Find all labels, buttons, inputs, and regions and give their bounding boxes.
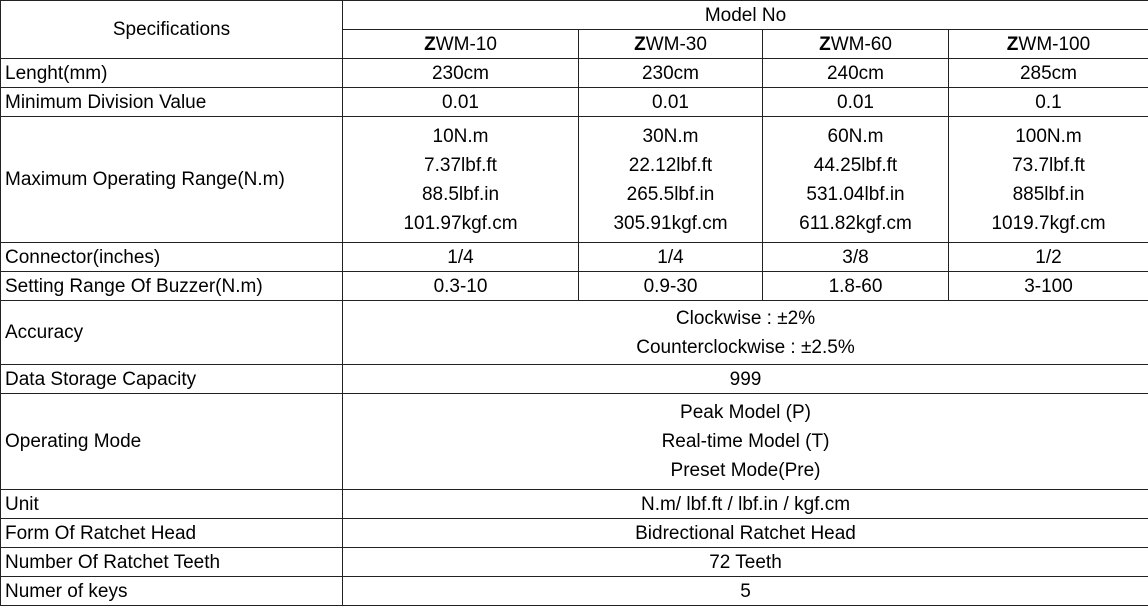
cell-line: Clockwise : ±2%: [675, 307, 816, 329]
table-cell: 72 Teeth: [343, 548, 1148, 577]
table-row: [1, 301, 1148, 365]
table-cell: 0.01: [343, 88, 579, 117]
cell-line: 100N.m: [1015, 125, 1082, 147]
model-name: WM-10: [435, 33, 497, 55]
table-cell: 1/2: [949, 243, 1148, 272]
model-prefix: Z: [1006, 33, 1019, 55]
row-label: Data Storage Capacity: [1, 365, 343, 394]
cell-line: 265.5lbf.in: [626, 183, 715, 205]
row-label: Maximum Operating Range(N.m): [1, 117, 343, 243]
table-cell: 999: [343, 365, 1148, 394]
table-cell: 1.8-60: [763, 272, 949, 301]
table-cell: N.m/ lbf.ft / lbf.in / kgf.cm: [343, 490, 1148, 519]
table-row: [1, 577, 1148, 606]
cell-line: Counterclockwise : ±2.5%: [636, 336, 855, 358]
model-name: WM-100: [1018, 33, 1091, 55]
cell-line: 885lbf.in: [1012, 183, 1085, 205]
table-cell: 0.9-30: [579, 272, 763, 301]
row-label: Lenght(mm): [1, 59, 343, 88]
cell-line: 22.12lbf.ft: [628, 154, 713, 176]
row-label: Operating Mode: [1, 394, 343, 490]
model-prefix: Z: [424, 33, 436, 55]
header-row-top: [1, 1, 1148, 30]
model-no-header: Model No: [343, 1, 1148, 30]
row-label: Connector(inches): [1, 243, 343, 272]
model-header: [949, 30, 1148, 59]
cell-line: Real-time Model (T): [661, 431, 830, 452]
cell-line: Peak Model (P): [680, 402, 811, 423]
table-row: [1, 548, 1148, 577]
table-cell: Bidrectional Ratchet Head: [343, 519, 1148, 548]
table-row: [1, 88, 1148, 117]
cell-line: 73.7lbf.ft: [1012, 154, 1085, 176]
table-cell: 0.01: [763, 88, 949, 117]
table-row: [1, 117, 1148, 243]
table-cell: 285cm: [949, 59, 1148, 88]
table-cell: 5: [343, 577, 1148, 606]
row-label: Form Of Ratchet Head: [1, 519, 343, 548]
table-row: [1, 243, 1148, 272]
table-cell: 3/8: [763, 243, 949, 272]
table-row: [1, 490, 1148, 519]
model-prefix: Z: [819, 33, 831, 55]
table-cell: [343, 117, 579, 243]
specifications-header: Specifications: [1, 1, 343, 59]
table-cell: [343, 301, 1148, 365]
table-cell: 0.1: [949, 88, 1148, 117]
table-row: [1, 519, 1148, 548]
table-row: [1, 272, 1148, 301]
table-cell: 3-100: [949, 272, 1148, 301]
table-cell: 0.01: [579, 88, 763, 117]
table-cell: 0.3-10: [343, 272, 579, 301]
cell-line: 44.25lbf.ft: [813, 154, 898, 176]
table-row: [1, 59, 1148, 88]
table-cell: 230cm: [343, 59, 579, 88]
cell-line: 10N.m: [432, 125, 489, 147]
row-label: Unit: [1, 490, 343, 519]
cell-line: 88.5lbf.in: [421, 183, 500, 205]
table-cell: [763, 117, 949, 243]
row-label: Numer of keys: [1, 577, 343, 606]
table-cell: [343, 394, 1148, 490]
row-label: Minimum Division Value: [1, 88, 343, 117]
table-row: [1, 394, 1148, 490]
model-prefix: Z: [634, 33, 646, 55]
table-cell: 1/4: [343, 243, 579, 272]
table-row: [1, 365, 1148, 394]
table-cell: [949, 117, 1148, 243]
row-label: Number Of Ratchet Teeth: [1, 548, 343, 577]
model-header: [343, 30, 579, 59]
cell-line: Preset Mode(Pre): [670, 460, 821, 481]
model-name: WM-30: [645, 33, 707, 55]
cell-line: 101.97kgf.cm: [403, 212, 518, 234]
model-header: [579, 30, 763, 59]
model-header: [763, 30, 949, 59]
cell-line: 611.82kgf.cm: [799, 212, 912, 234]
table-cell: 240cm: [763, 59, 949, 88]
cell-line: 7.37lbf.ft: [424, 154, 497, 176]
table-cell: [579, 117, 763, 243]
cell-line: 305.91kgf.cm: [613, 212, 728, 234]
cell-line: 531.04lbf.in: [806, 183, 905, 205]
cell-line: 60N.m: [827, 125, 884, 147]
table-cell: 230cm: [579, 59, 763, 88]
cell-line: 30N.m: [642, 125, 699, 147]
table-cell: 1/4: [579, 243, 763, 272]
row-label: Setting Range Of Buzzer(N.m): [1, 272, 343, 301]
row-label: Accuracy: [1, 301, 343, 365]
cell-line: 1019.7kgf.cm: [991, 212, 1106, 234]
model-name: WM-60: [830, 33, 892, 55]
